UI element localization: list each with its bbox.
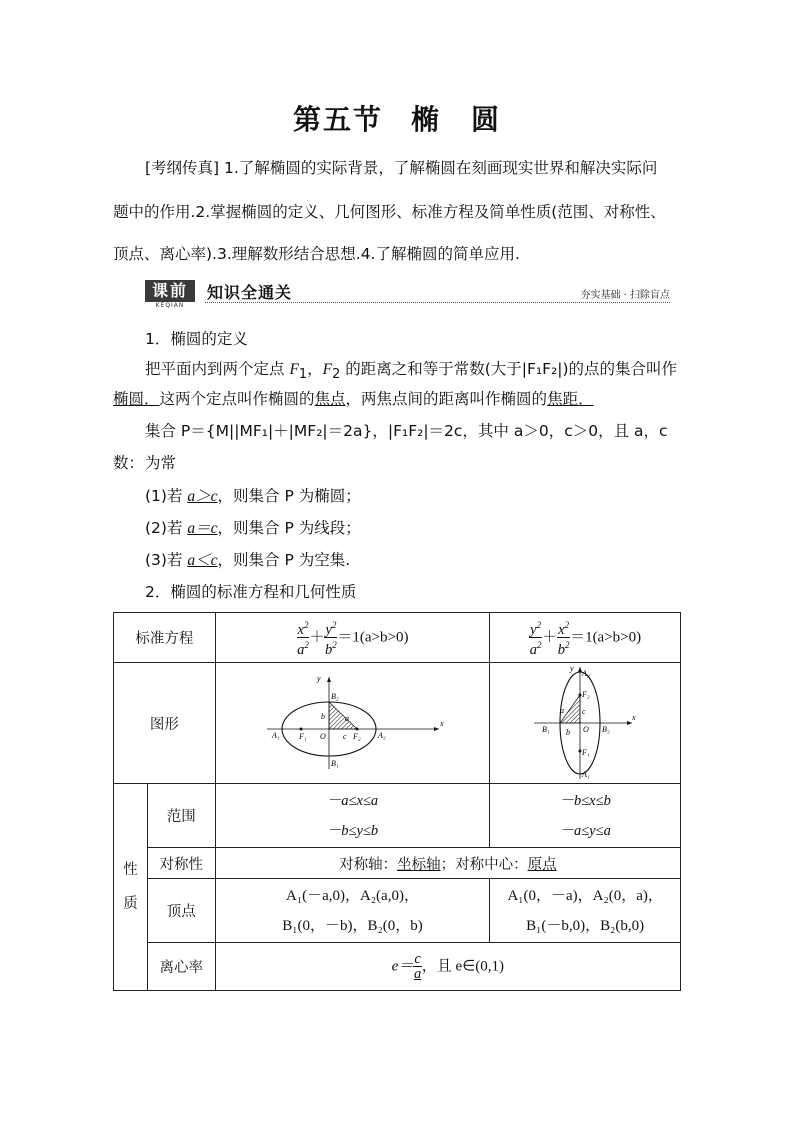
svg-text:O: O bbox=[320, 732, 327, 741]
svg-text:A₁: A₁ bbox=[272, 731, 281, 740]
svg-text:A₂: A₂ bbox=[582, 669, 590, 678]
banner-tag-sub: KEQIAN bbox=[155, 302, 185, 309]
ellipse-properties-table bbox=[113, 612, 681, 991]
svg-text:y: y bbox=[570, 665, 574, 673]
svg-text:a: a bbox=[560, 706, 565, 715]
svg-text:B₂: B₂ bbox=[602, 725, 610, 734]
case-1: (1)若 a＞c，则集合 P 为椭圆； bbox=[145, 487, 361, 505]
table-row-eccentricity bbox=[114, 943, 681, 991]
svg-text:B₁: B₁ bbox=[542, 725, 550, 734]
svg-text:F₂: F₂ bbox=[582, 690, 590, 699]
definition-line2: 椭圆．这两个定点叫作椭圆的焦点，两焦点间的距离叫作椭圆的焦距． bbox=[113, 390, 594, 408]
svg-text:b: b bbox=[321, 712, 326, 721]
cell-equation-vertical: $\frac{y^2}{a^2}$ ＋ $\frac{x^2}{b^2}$ ＝1(a>b>0) bbox=[490, 613, 681, 663]
vertical-ellipse-figure bbox=[530, 665, 640, 781]
banner-tag: 课前 bbox=[145, 280, 195, 302]
svg-text:b: b bbox=[566, 728, 571, 737]
syllabus-tag: [考纲传真] bbox=[145, 159, 220, 177]
set-definition-end: 数： bbox=[113, 454, 145, 472]
svg-text:x: x bbox=[632, 713, 636, 722]
section-banner bbox=[145, 280, 670, 308]
svg-text:B₁: B₁ bbox=[331, 759, 340, 768]
svg-text:F₂: F₂ bbox=[353, 732, 362, 741]
cell-vertices-label: 顶点 bbox=[147, 879, 215, 943]
table-row-range bbox=[114, 784, 681, 848]
svg-text:A₁: A₁ bbox=[582, 770, 590, 779]
cell-symmetry-value: 对称轴：坐标轴；对称中心：原点 bbox=[215, 848, 680, 879]
banner-subtitle: 夯实基础 · 扫除盲点 bbox=[580, 290, 670, 301]
case-3: (3)若 a＜c，则集合 P 为空集. bbox=[145, 551, 351, 569]
set-definition: 集合 P＝{M||MF₁|＋|MF₂|＝2a}，|F₁F₂|＝2c，其中 a＞0，c＞0，且 a，c 为常 bbox=[145, 422, 668, 472]
cell-range-vertical: －b≤x≤b －a≤y≤a bbox=[490, 784, 681, 848]
svg-text:A₂: A₂ bbox=[378, 731, 387, 740]
section1-heading: 1．椭圆的定义 bbox=[145, 330, 248, 348]
svg-text:O: O bbox=[583, 725, 589, 734]
cell-equation-horizontal: $\frac{x^2}{a^2}$ ＋ $\frac{y^2}{b^2}$ ＝1(a>b>0) bbox=[215, 613, 490, 663]
table-row-standard-equation bbox=[114, 613, 681, 663]
cell-standard-equation-label: 标准方程 bbox=[114, 613, 216, 663]
horizontal-ellipse-figure bbox=[257, 669, 447, 777]
cell-range-horizontal: －a≤x≤a －b≤y≤b bbox=[215, 784, 490, 848]
definition-line1: 把平面内到两个定点 $F_1$，$F_2$ 的距离之和等于常数(大于|F₁F₂|)的点的集合叫作 bbox=[145, 360, 678, 383]
svg-text:a: a bbox=[345, 714, 350, 723]
svg-text:c: c bbox=[343, 732, 348, 741]
banner-divider bbox=[205, 302, 670, 303]
syllabus-line2: 题中的作用.2.掌握椭圆的定义、几何图形、标准方程及简单性质(范围、对称性、 bbox=[113, 203, 666, 221]
cell-symmetry-label: 对称性 bbox=[147, 848, 215, 879]
svg-text:c: c bbox=[582, 707, 586, 716]
syllabus-line1: [考纲传真] 1.了解椭圆的实际背景，了解椭圆在刻画现实世界和解决实际问 bbox=[145, 159, 658, 177]
cell-eccentricity-label: 离心率 bbox=[147, 943, 215, 991]
svg-text:F₁: F₁ bbox=[582, 748, 590, 757]
cell-figure-horizontal bbox=[215, 663, 490, 784]
cell-vertices-horizontal: A₁(－a,0)，A₂(a,0)， B₁(0，－b)，B₂(0，b) bbox=[215, 879, 490, 943]
page-title bbox=[0, 98, 794, 138]
title-part1: 第五节 bbox=[292, 103, 383, 136]
section2-heading: 2．椭圆的标准方程和几何性质 bbox=[145, 583, 357, 601]
title-part2: 椭 圆 bbox=[411, 103, 502, 136]
banner-name: 知识全通关 bbox=[207, 283, 293, 302]
cell-vertices-vertical: A₁(0，－a)，A₂(0，a)， B₁(－b,0)，B₂(b,0) bbox=[490, 879, 681, 943]
cell-figure-label: 图形 bbox=[114, 663, 216, 784]
cell-figure-vertical bbox=[490, 663, 681, 784]
cell-range-label: 范围 bbox=[147, 784, 215, 848]
table-row-symmetry bbox=[114, 848, 681, 879]
svg-text:x: x bbox=[440, 719, 445, 728]
cell-eccentricity-value: e＝ $\frac{c}{a}$ ，且 e∈(0,1) bbox=[215, 943, 680, 991]
syllabus-line3: 顶点、离心率).3.理解数形结合思想.4.了解椭圆的简单应用. bbox=[113, 245, 520, 263]
table-row-figure bbox=[114, 663, 681, 784]
svg-text:y: y bbox=[317, 674, 322, 683]
cell-properties-group: 性 质 bbox=[114, 784, 148, 991]
svg-text:F₁: F₁ bbox=[299, 732, 308, 741]
svg-text:B₂: B₂ bbox=[331, 692, 340, 701]
case-2: (2)若 a＝c，则集合 P 为线段； bbox=[145, 519, 361, 537]
table-row-vertices bbox=[114, 879, 681, 943]
